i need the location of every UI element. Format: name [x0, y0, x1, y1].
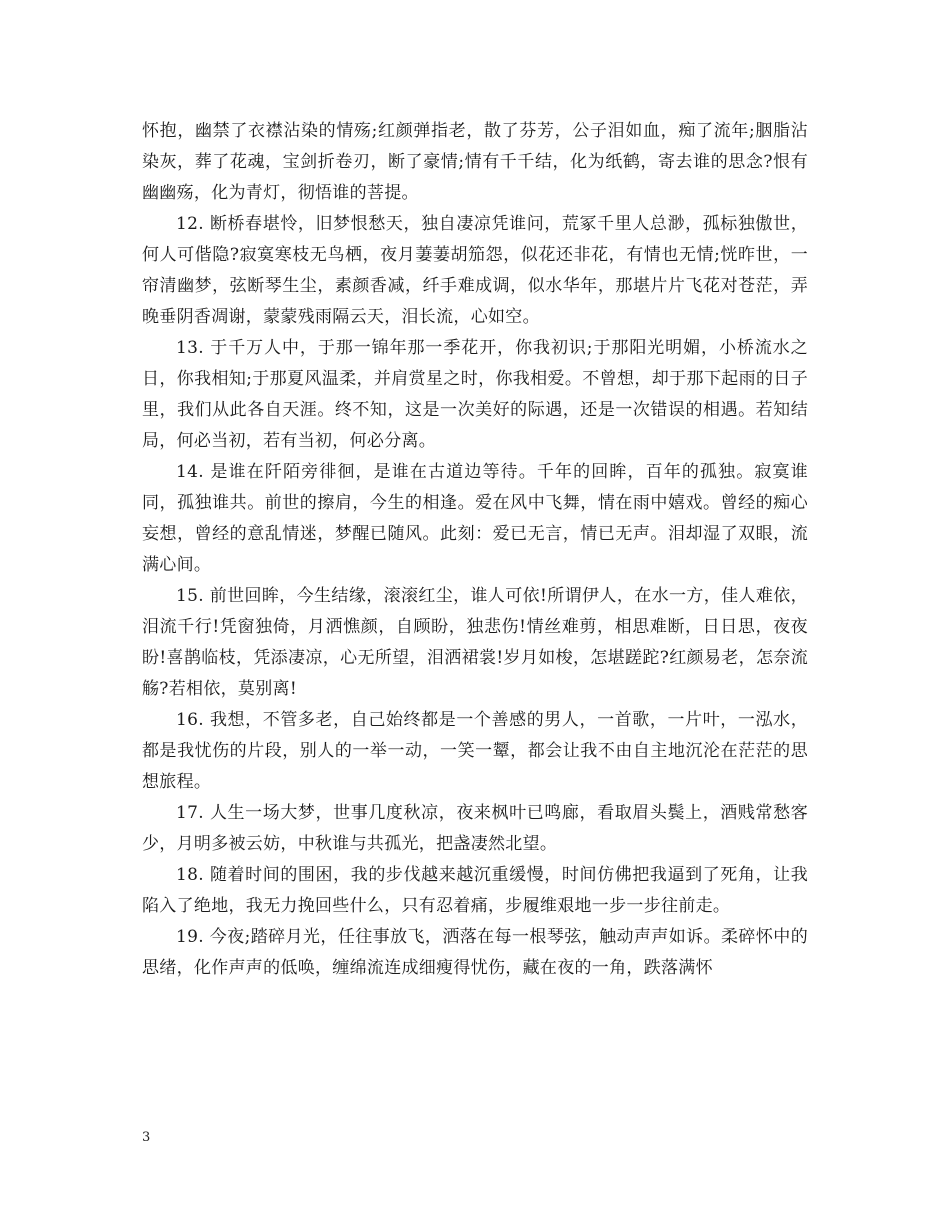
- paragraph-item-13: 13. 于千万人中，于那一锦年那一季花开，你我初识;于那阳光明媚，小桥流水之日，你我相知;于那夏风温柔，并肩赏星之时，你我相爱。不曾想，却于那下起雨的日子里，我们从此各自天涯。终不知，这是一次美好的际遇，还是一次错误的相遇。若知结局，何必当初，若有当初，何必分离。: [142, 338, 808, 451]
- paragraph-item-15: 15. 前世回眸，今生结缘，滚滚红尘，谁人可依!所谓伊人，在水一方，佳人难依，泪流千行!凭窗独倚，月洒憔颜，自顾盼，独悲伤!情丝难剪，相思难断，日日思，夜夜盼!喜鹊临枝，凭添凄凉，心无所望，泪洒裙裳!岁月如梭，怎堪蹉跎?红颜易老，怎奈流觞?若相依，莫别离!: [142, 586, 808, 699]
- paragraph-item-14: 14. 是谁在阡陌旁徘徊，是谁在古道边等待。千年的回眸，百年的孤独。寂寞谁同，孤独谁共。前世的擦肩，今生的相逢。爱在风中飞舞，情在雨中嬉戏。曾经的痴心妄想，曾经的意乱情迷，梦醒已随风。此刻：爱已无言，情已无声。泪却湿了双眼，流满心间。: [142, 462, 808, 575]
- paragraph-item-17: 17. 人生一场大梦，世事几度秋凉，夜来枫叶已鸣廊，看取眉头鬓上，酒贱常愁客少，月明多被云妨，中秋谁与共孤光，把盏凄然北望。: [142, 803, 808, 854]
- page-number: 3: [142, 1130, 151, 1145]
- paragraph-continuation: 怀抱，幽禁了衣襟沾染的情殇;红颜弹指老，散了芬芳，公子泪如血，痴了流年;胭脂沾染灰，葬了花魂，宝剑折卷刃，断了豪情;情有千千结，化为纸鹤，寄去谁的思念?恨有幽幽殇，化为青灯，彻悟谁的菩提。: [142, 121, 808, 203]
- document-body: [142, 116, 808, 984]
- paragraph-item-18: 18. 随着时间的围困，我的步伐越来越沉重缓慢，时间仿佛把我逼到了死角，让我陷入了绝地，我无力挽回些什么，只有忍着痛，步履维艰地一步一步往前走。: [142, 865, 808, 916]
- paragraph-item-19: 19. 今夜;踏碎月光，任往事放飞，洒落在每一根琴弦，触动声声如诉。柔碎怀中的思绪，化作声声的低唤，缠绵流连成细瘦得忧伤，藏在夜的一角，跌落满怀: [142, 927, 808, 978]
- paragraph-item-12: 12. 断桥春堪怜，旧梦恨愁天，独自凄凉凭谁问，荒冢千里人总渺，孤标独傲世，何人可偕隐?寂寞寒枝无鸟栖，夜月萋萋胡笳怨，似花还非花，有情也无情;恍昨世，一帘清幽梦，弦断琴生尘，素颜香减，纤手难成调，似水华年，那堪片片飞花对苍茫，弄晚垂阴香凋谢，蒙蒙残雨隔云天，泪长流，心如空。: [142, 214, 808, 327]
- paragraph-item-16: 16. 我想，不管多老，自己始终都是一个善感的男人，一首歌，一片叶，一泓水，都是我忧伤的片段，别人的一举一动，一笑一颦，都会让我不由自主地沉沦在茫茫的思想旅程。: [142, 710, 808, 792]
